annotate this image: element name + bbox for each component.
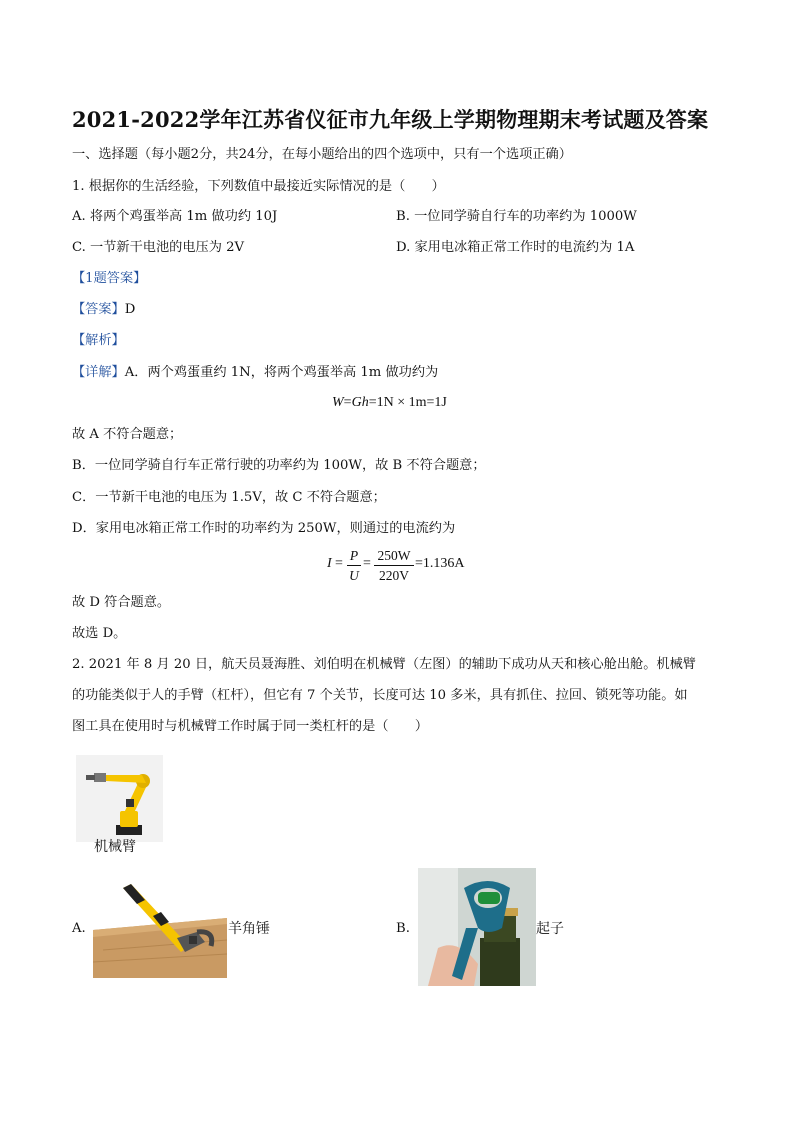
detail-text: A．两个鸡蛋重约 1N，将两个鸡蛋举高 1m 做功约为 <box>124 365 439 380</box>
q1-choice: 故选 D。 <box>72 626 127 641</box>
q2-line-2: 的功能类似于人的手臂（杠杆），但它有 7 个关节，长度可达 10 多米，具有抓住、拉回、锁死等功能。如 <box>72 688 688 703</box>
q1-d-text: D．家用电冰箱正常工作时的功率约为 250W，则通过的电流约为 <box>72 521 456 536</box>
formula-current-eq2: = <box>363 556 371 571</box>
formula-work-lhs: W <box>332 395 344 410</box>
formula-work-eq: = <box>343 395 352 410</box>
q1-option-a: A. 将两个鸡蛋举高 1m 做功约 10J <box>72 209 278 224</box>
formula-current-rhs: =1.136A <box>415 556 465 571</box>
q2-line-3: 图工具在使用时与机械臂工作时属于同一类杠杆的是（ ） <box>72 719 429 734</box>
formula-work <box>332 395 447 411</box>
robotic-arm-image <box>76 755 163 842</box>
answer-tag: 【答案】 <box>72 302 125 317</box>
q2-option-a-letter: A. <box>72 921 86 936</box>
q1-a-conclusion: 故 A 不符合题意； <box>72 427 183 442</box>
formula-work-rhs: =1N × 1m=1J <box>368 395 447 410</box>
fraction-denominator: U <box>349 568 359 583</box>
formula-current-lhs: I <box>327 556 332 571</box>
fraction-denominator-value: 220V <box>379 568 409 583</box>
detail-tag: 【详解】 <box>72 365 125 380</box>
formula-current-eq: = <box>335 556 343 571</box>
formula-current <box>327 547 487 587</box>
q1-detail-line <box>72 364 438 382</box>
q1-option-b: B. 一位同学骑自行车的功率约为 1000W <box>396 209 637 224</box>
q2-option-a-label: 羊角锤 <box>228 921 270 937</box>
q1-stem: 1. 根据你的生活经验，下列数值中最接近实际情况的是（ ） <box>72 179 445 194</box>
q1-c-text: C．一节新干电池的电压为 1.5V，故 C 不符合题意； <box>72 490 386 505</box>
fraction-bar <box>374 565 414 566</box>
page-title: 2021-2022学年江苏省仪征市九年级上学期物理期末考试题及答案 <box>72 107 709 132</box>
answer-value: D <box>124 302 136 317</box>
q1-analysis-tag: 【解析】 <box>72 333 125 348</box>
fraction-p-over-u <box>347 547 361 584</box>
fraction-bar <box>347 565 361 566</box>
section-heading: 一、选择题（每小题2分，共24分，在每小题给出的四个选项中，只有一个选项正确） <box>72 147 572 162</box>
bottle-opener-image <box>418 868 536 986</box>
q1-answer-line <box>72 301 135 319</box>
q2-line-1: 2. 2021 年 8 月 20 日，航天员聂海胜、刘伯明在机械臂（左图）的辅助下成功从天和核心舱出舱。机械臂 <box>72 657 696 672</box>
q2-option-b-letter: B. <box>396 921 410 936</box>
q1-option-c: C. 一节新干电池的电压为 2V <box>72 240 244 255</box>
fraction-values <box>374 547 414 584</box>
q1-b-text: B．一位同学骑自行车正常行驶的功率约为 100W，故 B 不符合题意； <box>72 458 486 473</box>
robotic-arm-label: 机械臂 <box>94 839 136 855</box>
q1-answer-header: 【1题答案】 <box>72 271 147 286</box>
fraction-numerator: P <box>349 548 359 563</box>
formula-work-mid: Gh <box>351 395 369 410</box>
fraction-numerator-value: 250W <box>377 548 411 563</box>
q2-option-b-label: 起子 <box>536 921 564 937</box>
claw-hammer-image <box>93 880 227 978</box>
q1-d-conclusion: 故 D 符合题意。 <box>72 595 171 610</box>
q1-option-d: D. 家用电冰箱正常工作时的电流约为 1A <box>396 240 635 255</box>
